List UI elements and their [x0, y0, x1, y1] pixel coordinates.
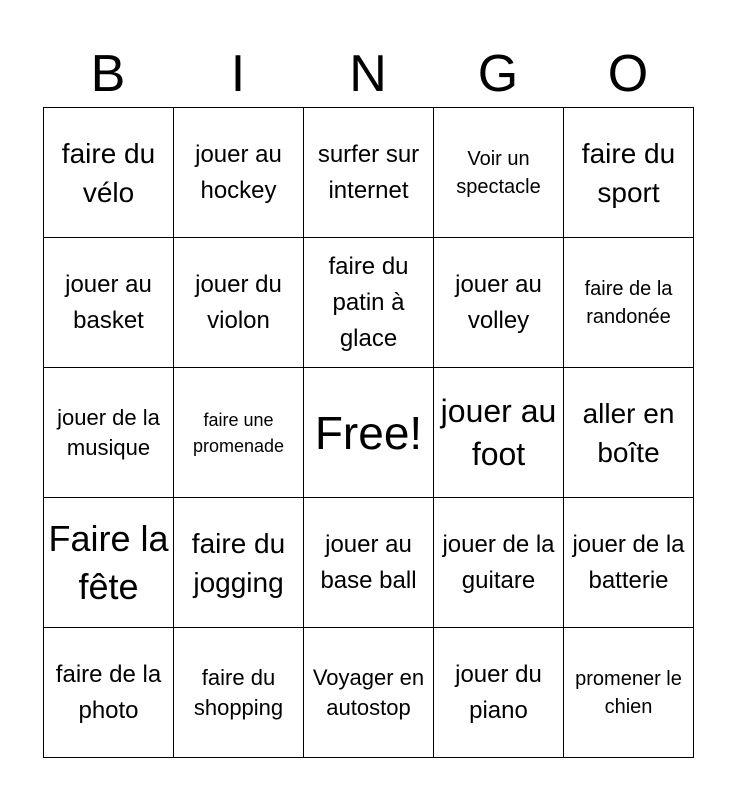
- bingo-cell[interactable]: jouer de la batterie: [564, 498, 694, 628]
- bingo-cell[interactable]: jouer au volley: [434, 238, 564, 368]
- bingo-cell[interactable]: Faire la fête: [44, 498, 174, 628]
- bingo-header: [43, 40, 693, 108]
- bingo-cell[interactable]: jouer au hockey: [174, 108, 304, 238]
- bingo-cell[interactable]: jouer de la musique: [44, 368, 174, 498]
- bingo-cell[interactable]: Voir un spectacle: [434, 108, 564, 238]
- header-letter-g: G: [477, 45, 519, 103]
- bingo-cell[interactable]: faire du shopping: [174, 628, 304, 758]
- header-letter-i: I: [230, 45, 246, 103]
- bingo-cell[interactable]: aller en boîte: [564, 368, 694, 498]
- bingo-cell[interactable]: jouer au base ball: [304, 498, 434, 628]
- bingo-cell[interactable]: jouer au basket: [44, 238, 174, 368]
- header-letter-n: N: [349, 45, 387, 103]
- bingo-cell[interactable]: faire du patin à glace: [304, 238, 434, 368]
- bingo-cell[interactable]: jouer du piano: [434, 628, 564, 758]
- bingo-cell[interactable]: faire de la photo: [44, 628, 174, 758]
- bingo-cell[interactable]: promener le chien: [564, 628, 694, 758]
- bingo-cell-free[interactable]: Free!: [304, 368, 434, 498]
- bingo-cell[interactable]: faire du jogging: [174, 498, 304, 628]
- bingo-cell[interactable]: jouer au foot: [434, 368, 564, 498]
- bingo-grid: [43, 107, 694, 758]
- bingo-cell[interactable]: jouer de la guitare: [434, 498, 564, 628]
- bingo-cell[interactable]: faire du sport: [564, 108, 694, 238]
- bingo-cell[interactable]: Voyager en autostop: [304, 628, 434, 758]
- bingo-cell[interactable]: faire du vélo: [44, 108, 174, 238]
- bingo-cell[interactable]: faire une promenade: [174, 368, 304, 498]
- header-letter-b: B: [90, 45, 126, 103]
- bingo-cell[interactable]: surfer sur internet: [304, 108, 434, 238]
- bingo-cell[interactable]: faire de la randonée: [564, 238, 694, 368]
- header-letter-o: O: [607, 45, 649, 103]
- bingo-cell[interactable]: jouer du violon: [174, 238, 304, 368]
